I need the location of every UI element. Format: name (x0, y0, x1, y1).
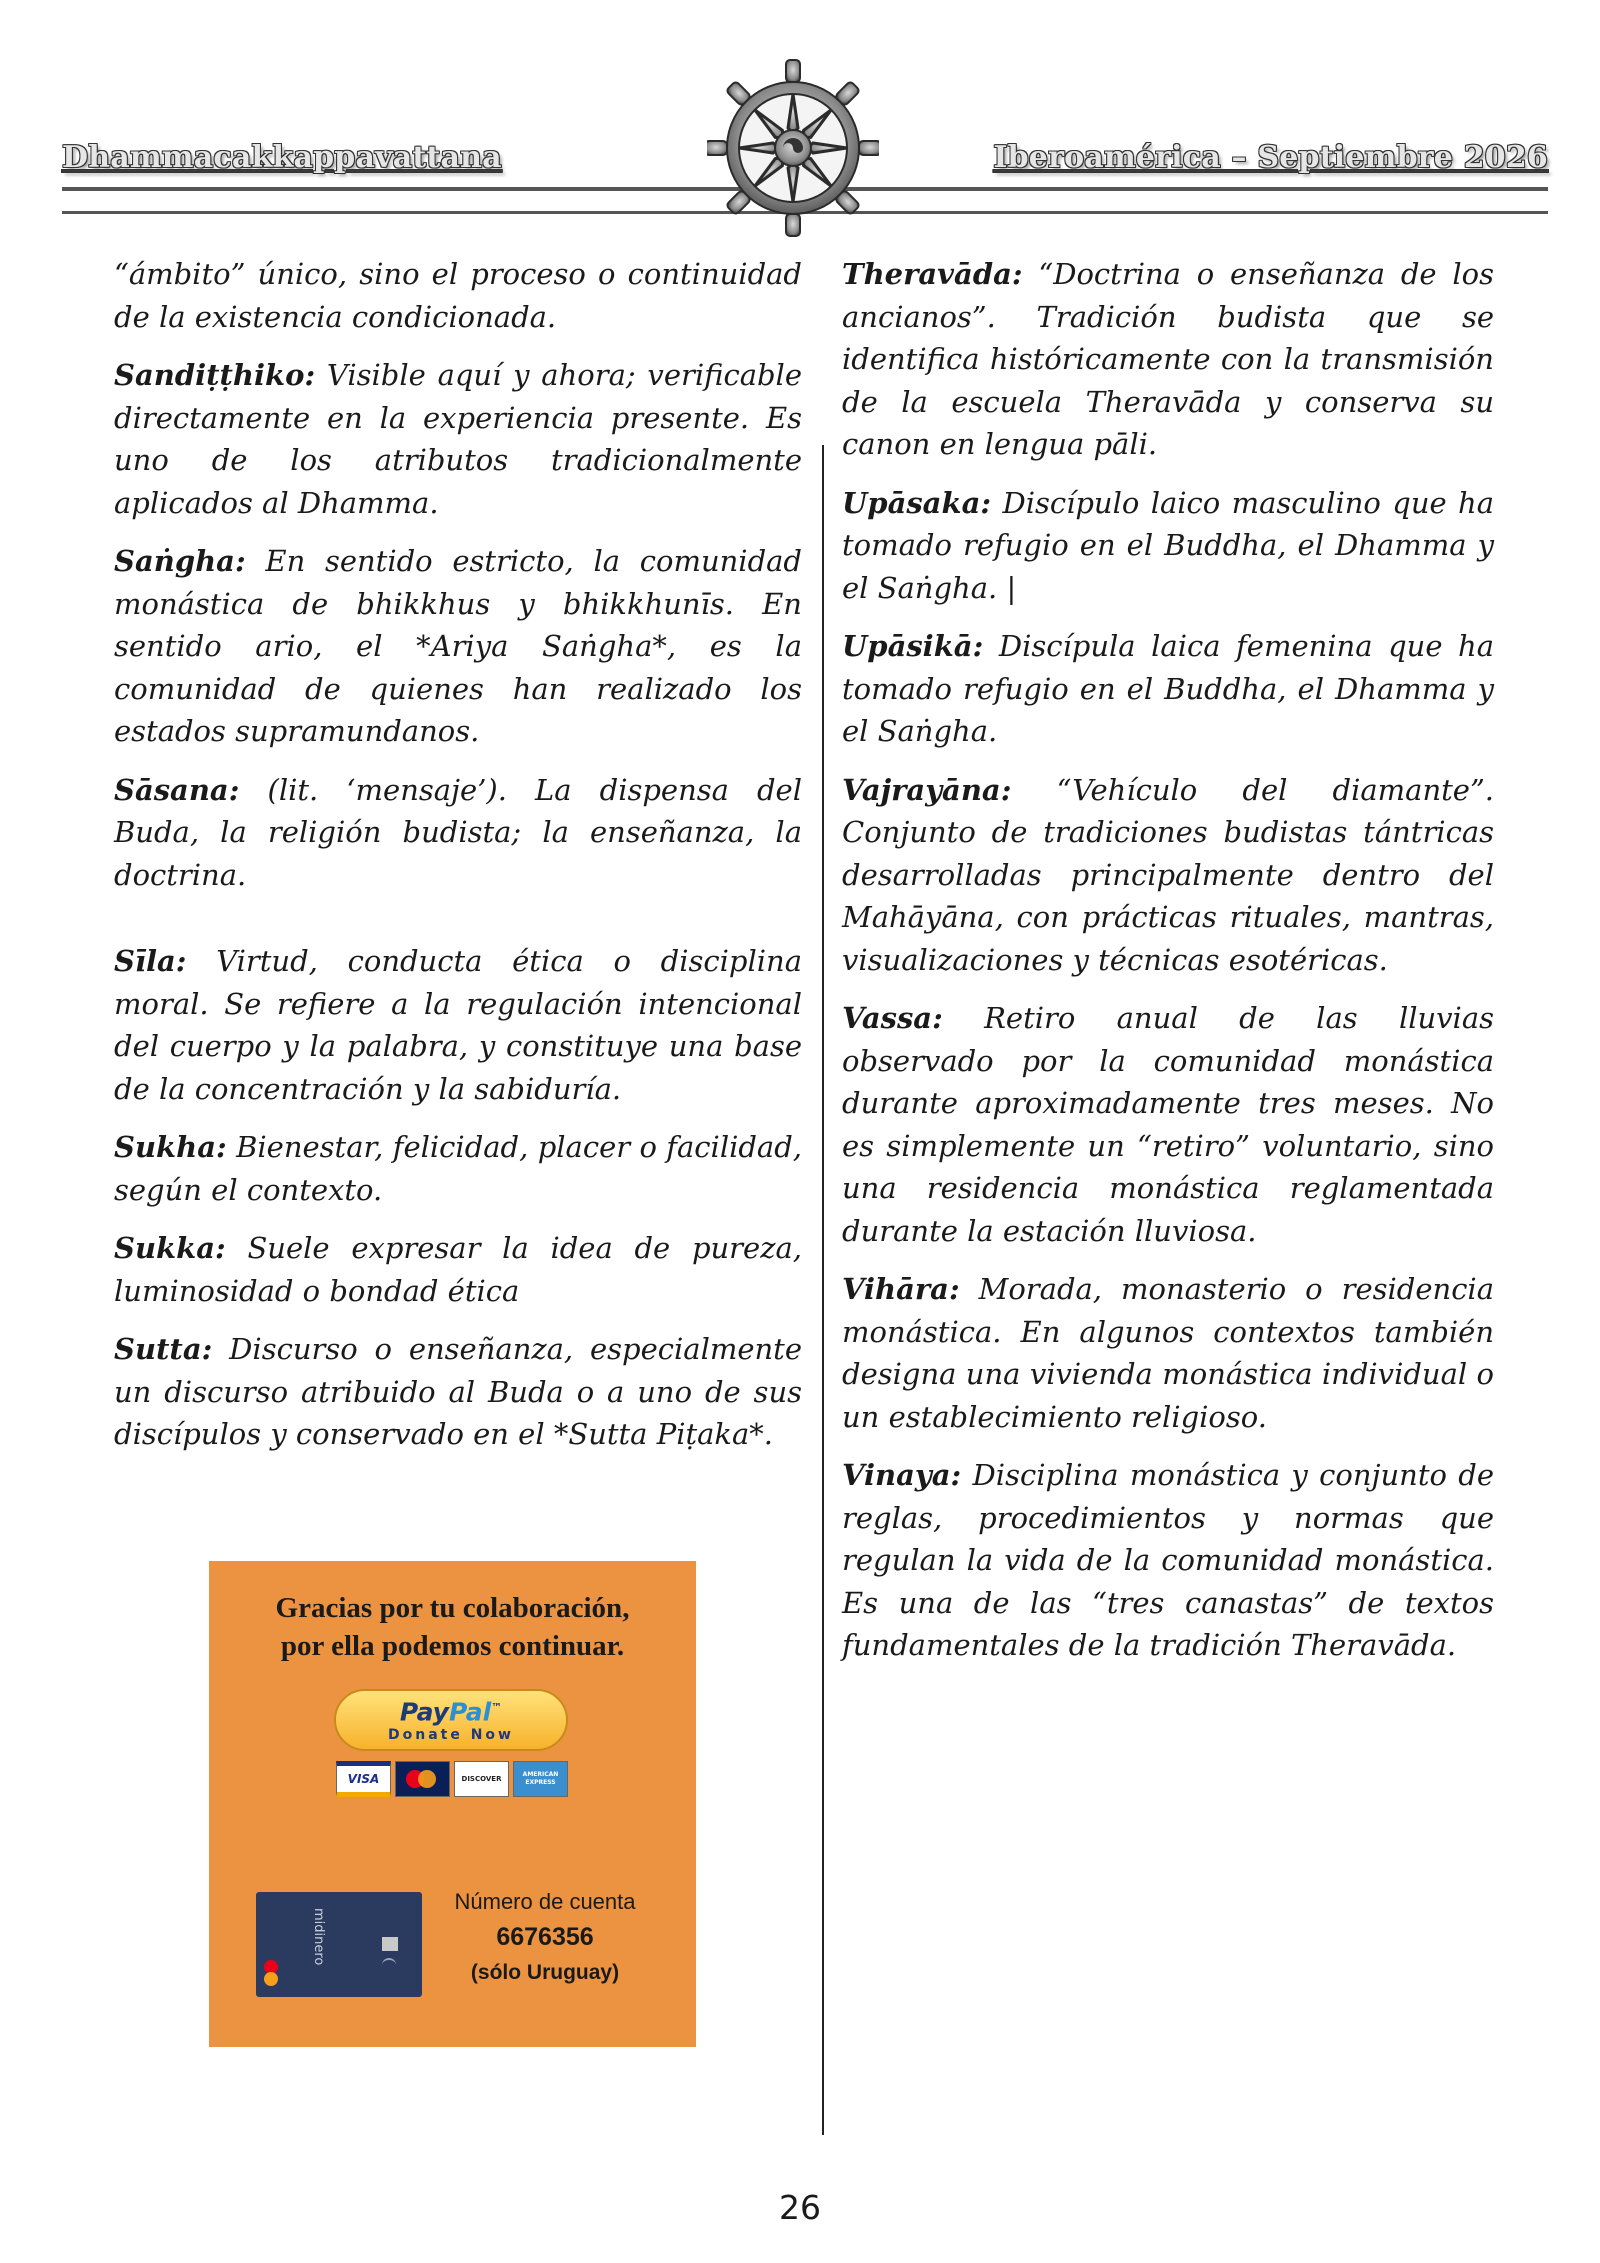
donation-box (209, 1561, 696, 2047)
glossary-entry (114, 540, 802, 753)
donation-line-1: Gracias por tu colaboración, (275, 1592, 630, 1624)
glossary-term: Vinaya: (842, 1458, 962, 1492)
glossary-entry (842, 1268, 1494, 1438)
page-number: 26 (779, 2188, 821, 2227)
paypal-word-2: Pal (448, 1697, 492, 1727)
donation-message (209, 1589, 696, 1665)
contactless-icon (382, 1958, 396, 1972)
glossary-definition: Disciplina monástica y conjunto de reglas, procedimientos y normas que regulan la vida de la comunidad monástica. Es una de las “tres canastas” de textos fundamentales de la tradición Theravāda. (842, 1458, 1494, 1662)
account-note: (sólo Uruguay) (470, 1961, 620, 1984)
glossary-definition: Bienestar, felicidad, placer o facilidad, según el contexto. (114, 1130, 802, 1207)
glossary-entry (114, 354, 802, 524)
glossary-definition: Discípulo laico masculino que ha tomado refugio en el Buddha, el Dhamma y el Saṅgha. | (842, 485, 1494, 605)
glossary-entry (114, 1227, 802, 1312)
glossary-term: Sukha: (114, 1130, 227, 1164)
glossary-term: Vajrayāna: (842, 772, 1012, 807)
amex-icon: AMERICAN EXPRESS (513, 1761, 568, 1797)
glossary-term: Sandiṭṭhiko: (114, 358, 316, 392)
glossary-definition: En sentido estricto, la comunidad monástica de bhikkhus y bhikkhunīs. En sentido ario, el *Ariya Saṅgha*, es la comunidad de quienes han realizado los estados supramundanos. (114, 544, 802, 748)
glossary-entry (842, 769, 1494, 982)
glossary-term: Sukka: (114, 1231, 226, 1265)
glossary-term: Saṅgha: (114, 544, 246, 578)
discover-icon: DISCOVER (454, 1761, 509, 1797)
glossary-definition: Retiro anual de las lluvias observado por la comunidad monástica durante aproximadamente tres meses. No es simplemente un “retiro” voluntario, sino una residencia monástica reglamentada durante la estación lluviosa. (842, 1001, 1494, 1248)
glossary-term: Upāsaka: (842, 485, 992, 520)
glossary-term: Upāsikā: (842, 629, 984, 663)
header-left-title: Dhammacakkappavattana (62, 140, 502, 175)
card-logos (336, 1761, 568, 1799)
header-right-title: Iberoamérica – Septiembre 2026 (993, 140, 1548, 175)
glossary-term: Sāsana: (114, 772, 240, 807)
card-chip-icon (382, 1937, 398, 1951)
glossary-entry (114, 769, 802, 897)
glossary-entry (114, 1126, 802, 1211)
mastercard-icon (395, 1761, 450, 1797)
paypal-word-1: Pay (399, 1697, 449, 1727)
donation-line-2: por ella podemos continuar. (280, 1630, 625, 1662)
paypal-tm: ™ (491, 1701, 503, 1714)
bank-card-brand: midinero (311, 1908, 326, 1966)
bank-card-image (256, 1892, 422, 1997)
glossary-definition: “Vehículo del diamante”. Conjunto de tradiciones budistas tántricas desarrolladas principalmente dentro del Mahāyāna, con prácticas rituales, mantras, visualizaciones y técnicas esotéricas. (842, 772, 1494, 977)
account-label: Número de cuenta (454, 1889, 636, 1914)
glossary-definition: Virtud, conducta ética o disciplina moral. Se refiere a la regulación intencional del cuerpo y la palabra, y constituye una base de la concentración y la sabiduría. (114, 944, 802, 1106)
glossary-definition: (lit. ‘mensaje’). La dispensa del Buda, la religión budista; la enseñanza, la doctrina. (114, 772, 802, 892)
glossary-entry (114, 253, 802, 338)
glossary-definition: Morada, monasterio o residencia monástica. En algunos contextos también designa una vivienda monástica individual o un establecimiento religioso. (842, 1272, 1494, 1434)
glossary-entry (114, 1328, 802, 1456)
glossary-term: Sutta: (114, 1332, 213, 1366)
glossary-definition: Discípula laica femenina que ha tomado refugio en el Buddha, el Dhamma y el Saṅgha. (842, 629, 1494, 748)
paypal-donate-button[interactable] (334, 1689, 568, 1751)
glossary-definition: “ámbito” único, sino el proceso o continuidad de la existencia condicionada. (114, 257, 802, 334)
mastercard-circle-orange (264, 1972, 278, 1986)
glossary-definition: Suele expresar la idea de pureza, luminosidad o bondad ética (114, 1231, 802, 1308)
paypal-logo (336, 1694, 566, 1726)
glossary-entry (842, 482, 1494, 610)
visa-icon: VISA (336, 1761, 391, 1797)
glossary-definition: Visible aquí y ahora; verificable directamente en la experiencia presente. Es uno de los atributos tradicionalmente aplicados al Dhamma. (114, 358, 802, 520)
glossary-entry (114, 940, 802, 1110)
dharma-wheel-icon (707, 58, 879, 238)
glossary-term: Theravāda: (842, 257, 1023, 291)
paypal-button-label: Donate Now (388, 1727, 514, 1744)
glossary-entry (842, 1454, 1494, 1667)
column-separator (822, 445, 824, 2135)
glossary-right-column (842, 253, 1494, 1683)
glossary-definition: “Doctrina o enseñanza de los ancianos”. Tradición budista que se identifica históricamente con la transmisión de la escuela Theravāda y conserva su canon en lengua pāli. (842, 257, 1494, 461)
glossary-term: Vassa: (842, 1001, 943, 1035)
glossary-entry (842, 625, 1494, 753)
glossary-entry (842, 253, 1494, 466)
account-number: 6676356 (496, 1923, 594, 1951)
glossary-term: Vihāra: (842, 1272, 960, 1306)
glossary-definition: Discurso o enseñanza, especialmente un discurso atribuido al Buda o a uno de sus discípulos y conservado en el *Sutta Piṭaka*. (114, 1332, 802, 1451)
glossary-term: Sīla: (114, 944, 187, 978)
glossary-entry (842, 997, 1494, 1252)
glossary-left-column (114, 253, 802, 1472)
